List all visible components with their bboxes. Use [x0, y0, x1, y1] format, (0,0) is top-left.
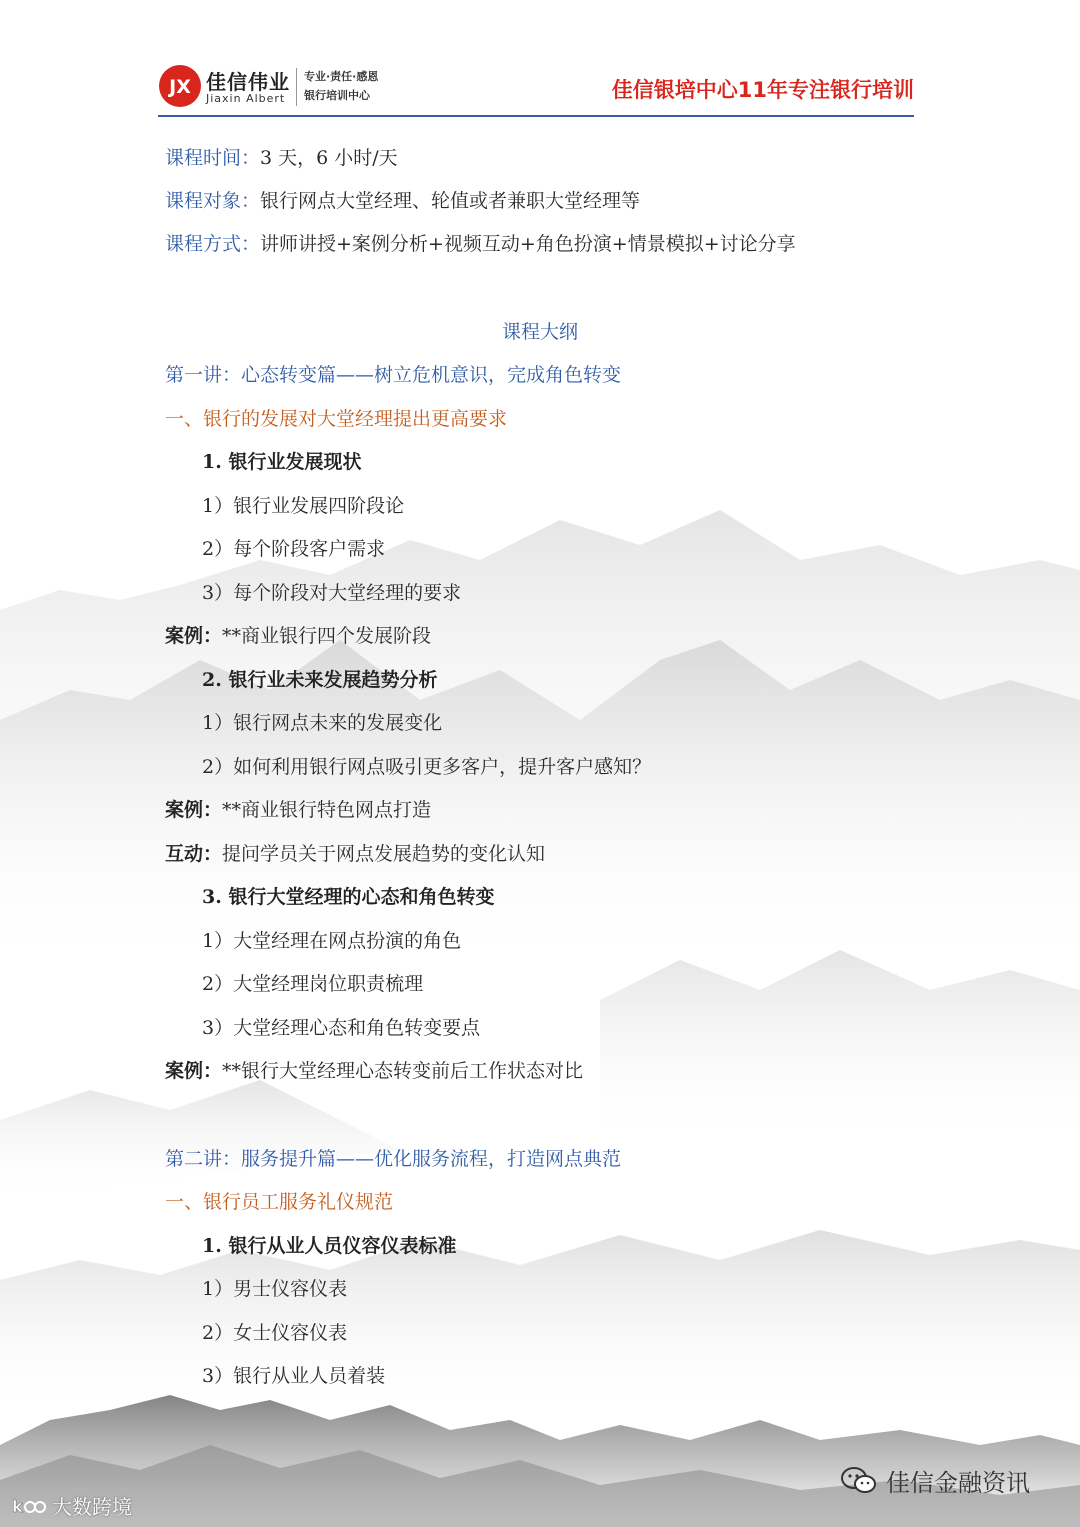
case-text: **商业银行四个发展阶段 [222, 625, 432, 647]
lecture-2-title: 第二讲：服务提升篇——优化服务流程，打造网点典范 [165, 1148, 622, 1170]
brand-name: 佳信伟业 [206, 70, 290, 94]
list-item: 1）银行网点未来的发展变化 [202, 712, 443, 734]
course-time [165, 143, 398, 173]
brand-divider [296, 68, 297, 106]
brand-english-name: Jiaxin Albert [206, 92, 286, 105]
course-time-value: 3 天，6 小时/天 [260, 147, 398, 169]
list-item: 1）银行业发展四阶段论 [202, 495, 405, 517]
lecture-1-heading-3: 3. 银行大堂经理的心态和角色转变 [202, 886, 495, 908]
course-method-value: 讲师讲授+案例分析+视频互动+角色扮演+情景模拟+讨论分享 [260, 233, 796, 255]
course-audience [165, 186, 640, 216]
case-2 [165, 795, 431, 825]
course-audience-label: 课程对象： [165, 190, 261, 212]
watermark-left [12, 1491, 132, 1520]
list-item: 2）女士仪容仪表 [202, 1322, 348, 1344]
course-time-label: 课程时间： [165, 147, 261, 169]
outline-title: 课程大纲 [501, 321, 578, 343]
course-method [165, 229, 796, 259]
case-label: 案例： [165, 625, 223, 647]
list-item: 2）大堂经理岗位职责梳理 [202, 973, 424, 995]
case-label: 案例： [165, 799, 223, 821]
jx-logo-icon [158, 64, 202, 108]
case-text: **商业银行特色网点打造 [222, 799, 432, 821]
lecture-1-title: 第一讲：心态转变篇——树立危机意识，完成角色转变 [165, 364, 622, 386]
svg-text:k: k [12, 1496, 23, 1516]
watermark-logo-icon [12, 1495, 46, 1517]
watermark-left-text: 大数跨境 [52, 1495, 132, 1519]
page-header [158, 60, 914, 120]
list-item: 3）大堂经理心态和角色转变要点 [202, 1017, 481, 1039]
list-item: 1）男士仪容仪表 [202, 1278, 348, 1300]
watermark-right [840, 1463, 1030, 1498]
interaction-label: 互动： [165, 843, 223, 865]
case-label: 案例： [165, 1060, 223, 1082]
lecture-1-heading-2: 2. 银行业未来发展趋势分析 [202, 669, 438, 691]
list-item: 1）大堂经理在网点扮演的角色 [202, 930, 462, 952]
case-text: **银行大堂经理心态转变前后工作状态对比 [222, 1060, 584, 1082]
course-method-label: 课程方式： [165, 233, 261, 255]
header-rule [158, 115, 914, 117]
lecture-1-heading-1: 1. 银行业发展现状 [202, 451, 362, 473]
list-item: 3）银行从业人员着装 [202, 1365, 386, 1387]
case-1 [165, 621, 431, 651]
slogan-line-1: 专业·责任·感恩 [304, 70, 379, 83]
list-item: 2）如何利用银行网点吸引更多客户，提升客户感知？ [202, 756, 652, 778]
interaction-text: 提问学员关于网点发展趋势的变化认知 [222, 843, 546, 865]
interaction [165, 839, 545, 869]
header-tagline: 佳信银培中心11年专注银行培训 [611, 78, 914, 102]
wechat-icon [840, 1465, 878, 1497]
lecture-1-section-1: 一、银行的发展对大堂经理提出更高要求 [165, 408, 508, 430]
case-3 [165, 1056, 583, 1086]
lecture-2-section-1: 一、银行员工服务礼仪规范 [165, 1191, 394, 1213]
svg-text:JX: JX [169, 76, 191, 98]
list-item: 2）每个阶段客户需求 [202, 538, 386, 560]
watermark-right-text: 佳信金融资讯 [886, 1469, 1030, 1497]
lecture-2-heading-1: 1. 银行从业人员仪容仪表标准 [202, 1235, 457, 1257]
slogan-line-2: 银行培训中心 [304, 89, 370, 102]
course-audience-value: 银行网点大堂经理、轮值或者兼职大堂经理等 [260, 190, 641, 212]
list-item: 3）每个阶段对大堂经理的要求 [202, 582, 462, 604]
